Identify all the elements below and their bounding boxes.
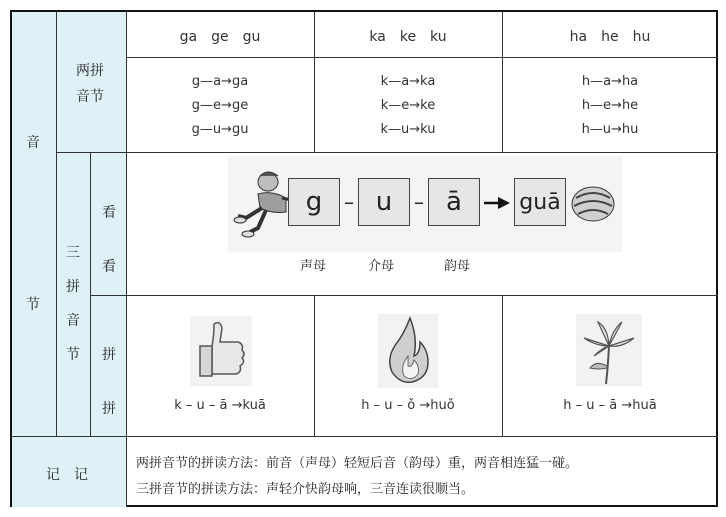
medial-label: 介母 xyxy=(368,259,395,274)
spell-example-huo: h – u – ǒ →huǒ xyxy=(361,398,455,413)
result-box: guā xyxy=(514,178,566,226)
spell-example-hua: h – u – ā →huā xyxy=(563,398,657,413)
initial-label: 声母 xyxy=(300,259,327,274)
spell-example-kua: k – u – ā →kuā xyxy=(174,398,266,413)
header-g: ga ge gu xyxy=(179,29,261,45)
arrow-right-icon xyxy=(484,196,510,210)
spell-spell-label: 拼 拼 xyxy=(102,347,116,417)
initial-box: g xyxy=(288,178,340,226)
combo-column-k xyxy=(314,70,502,142)
two-syllable-label: 两拼 音节 xyxy=(76,63,104,105)
combo-column-g xyxy=(126,70,314,142)
combo-item: k—u→ku xyxy=(380,122,436,137)
medial-box: u xyxy=(358,178,410,226)
combo-item: k—e→ke xyxy=(380,98,436,113)
lily-flower-icon xyxy=(578,316,640,386)
left-char-bottom: 节 xyxy=(26,297,40,313)
memo-line-2: 三拼音节的拼读方法：声轻介快韵母响，三音连读很顺当。 xyxy=(136,482,475,497)
combo-item: g—e→ge xyxy=(191,98,249,113)
combo-item: h—a→ha xyxy=(581,74,639,89)
three-syllable-label: 三 拼 音 节 xyxy=(66,245,80,363)
final-box: ā xyxy=(428,178,480,226)
header-h: ha he hu xyxy=(569,29,651,45)
combo-column-h xyxy=(502,70,718,142)
boy-pushing-icon xyxy=(232,168,294,240)
combo-item: g—u→gu xyxy=(191,122,249,137)
combo-item: g—a→ga xyxy=(191,74,249,89)
thumbs-up-icon xyxy=(192,318,250,384)
combo-item: h—u→hu xyxy=(581,122,639,137)
fire-icon xyxy=(382,316,434,386)
memo-line-1: 两拼音节的拼读方法：前音（声母）轻短后音（韵母）重，两音相连猛一碰。 xyxy=(136,456,579,471)
look-look-label: 看 看 xyxy=(102,205,116,275)
final-label: 韵母 xyxy=(444,259,471,274)
left-label-column xyxy=(12,12,56,436)
watermelon-icon xyxy=(570,184,616,224)
combo-item: k—a→ka xyxy=(380,74,436,89)
left-char-top: 音 xyxy=(26,135,40,151)
dash: – xyxy=(344,190,354,214)
combo-item: h—e→he xyxy=(581,98,639,113)
header-k: ka ke ku xyxy=(369,29,447,45)
memo-label: 记 记 xyxy=(46,467,88,483)
pinyin-table xyxy=(10,10,718,507)
dash: – xyxy=(414,190,424,214)
